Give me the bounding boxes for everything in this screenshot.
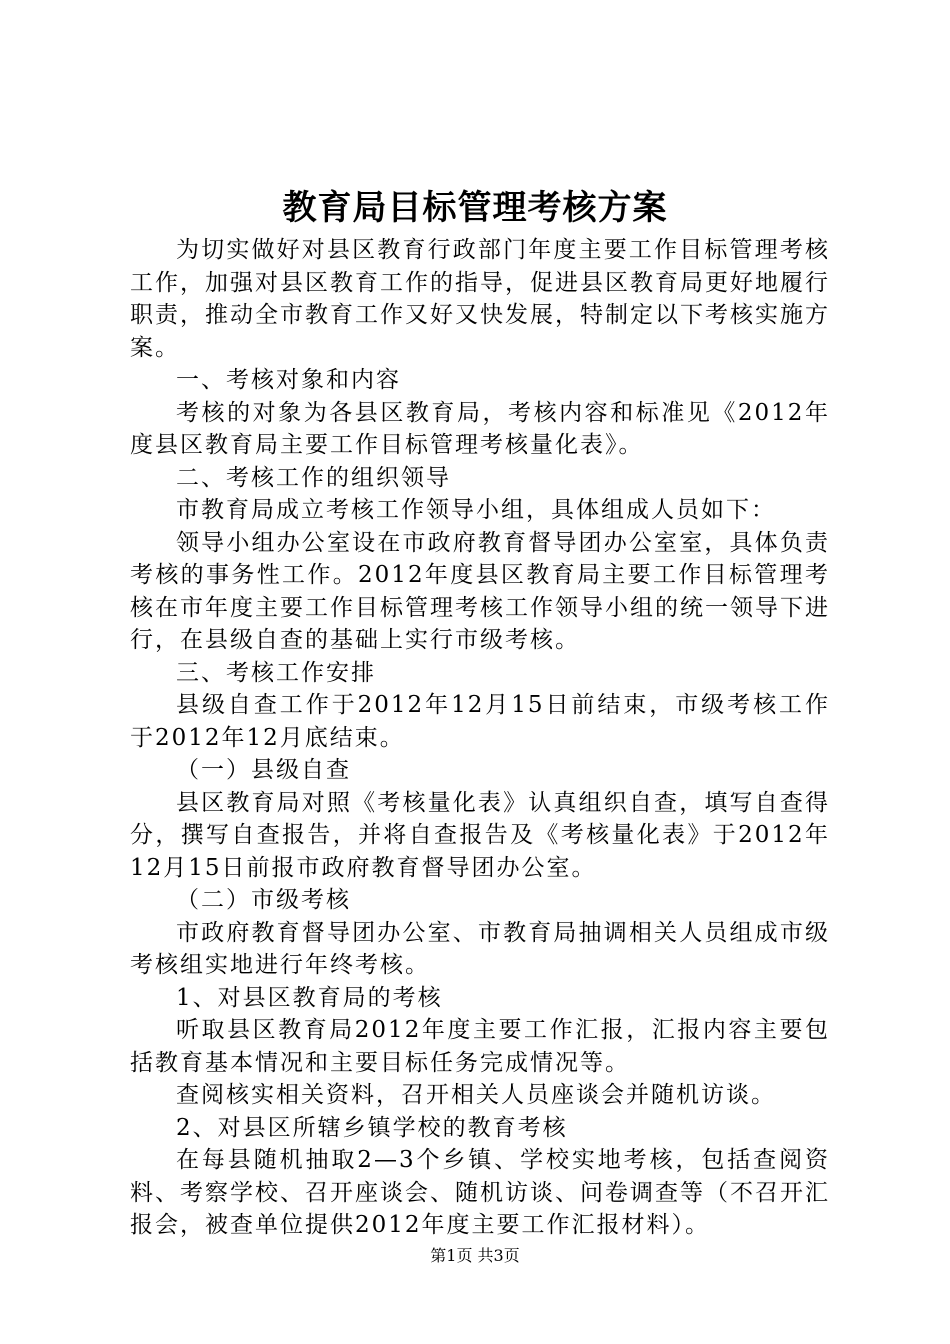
heading-section-1: 一、考核对象和内容: [176, 367, 401, 393]
heading-subsection-2: （二）市级考核: [176, 887, 351, 913]
document-body: [130, 234, 830, 1242]
paragraph-intro: 为切实做好对县区教育行政部门年度主要工作目标管理考核工作，加强对县区教育工作的指导，促进县区教育局更好地履行职责，推动全市教育工作又好又快发展，特制定以下考核实施方案。: [130, 237, 830, 361]
paragraph-section-2b: 领导小组办公室设在市政府教育督导团办公室室，具体负责考核的事务性工作。2012年度县区教育局主要工作目标管理考核在市年度主要工作目标管理考核工作领导小组的统一领导下进行，在县级自查的基础上实行市级考核。: [130, 529, 830, 653]
paragraph-item-2: 在每县随机抽取2—3个乡镇、学校实地考核，包括查阅资料、考察学校、召开座谈会、随机访谈、问卷调查等（不召开汇报会，被查单位提供2012年度主要工作汇报材料）。: [130, 1147, 830, 1238]
document-title: 教育局目标管理考核方案: [282, 188, 668, 228]
paragraph-subsection-1: 县区教育局对照《考核量化表》认真组织自查，填写自查得分，撰写自查报告，并将自查报告及《考核量化表》于2012年12月15日前报市政府教育督导团办公室。: [130, 789, 830, 881]
paragraph-item-1a: 听取县区教育局2012年度主要工作汇报，汇报内容主要包括教育基本情况和主要目标任务完成情况等。: [130, 1017, 830, 1076]
heading-subsection-1: （一）县级自查: [176, 757, 351, 783]
paragraph-item-1b: 查阅核实相关资料，召开相关人员座谈会并随机访谈。: [176, 1082, 776, 1108]
heading-item-2: 2、对县区所辖乡镇学校的教育考核: [176, 1114, 568, 1141]
paragraph-section-1: 考核的对象为各县区教育局，考核内容和标准见《2012年度县区教育局主要工作目标管理考核量化表》。: [130, 399, 830, 458]
heading-item-1: 1、对县区教育局的考核: [176, 984, 443, 1011]
paragraph-subsection-2: 市政府教育督导团办公室、市教育局抽调相关人员组成市级考核组实地进行年终考核。: [130, 919, 830, 978]
heading-section-2: 二、考核工作的组织领导: [176, 464, 451, 491]
paragraph-section-3: 县级自查工作于2012年12月15日前结束，市级考核工作于2012年12月底结束。: [130, 692, 830, 751]
paragraph-section-2a: 市教育局成立考核工作领导小组，具体组成人员如下：: [176, 497, 776, 523]
page-footer: 第1页 共3页: [430, 1246, 520, 1265]
heading-section-3: 三、考核工作安排: [176, 659, 376, 686]
